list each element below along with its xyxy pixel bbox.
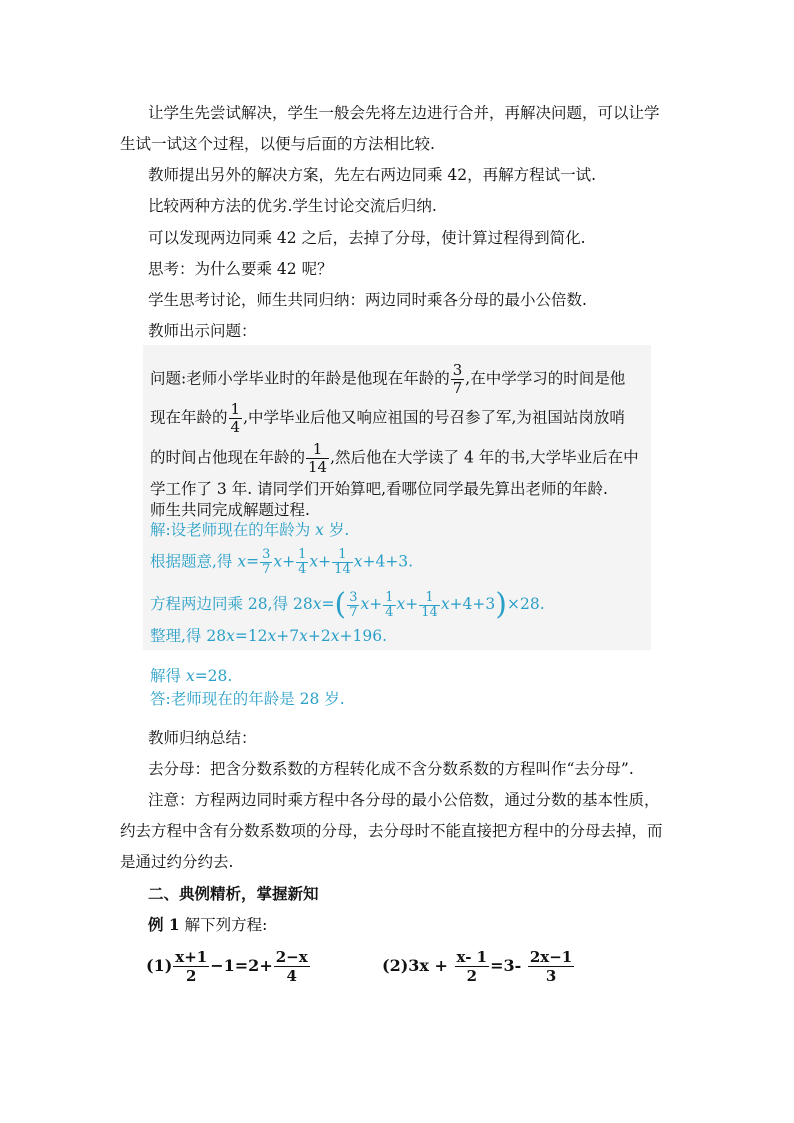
problem-line-1: 问题:老师小学毕业时的年龄是他现在年龄的 $\frac{3}{7}$ ,在中学学习的时间是他 — [150, 361, 626, 397]
paragraph-10-line-2: 约去方程中含有分数系数项的分母，去分母时不能直接把方程中的分母去掉，而 — [120, 822, 663, 840]
paragraph-4: 可以发现两边同乘 42 之后，去掉了分母，使计算过程得到简化. — [148, 229, 586, 247]
paragraph-3: 比较两种方法的优劣.学生讨论交流后归纳. — [148, 197, 437, 215]
paragraph-9: 去分母：把含分数系数的方程转化成不含分数系数的方程叫作“去分母”. — [148, 760, 634, 778]
fraction-3-7: $\frac{3}{7}$ — [452, 361, 463, 397]
example-heading: 例 1 解下列方程: — [148, 915, 268, 934]
paragraph-5: 思考：为什么要乘 42 呢？ — [148, 260, 333, 278]
problem-line-5: 师生共同完成解题过程. — [150, 501, 310, 519]
solution-step-5: 解得 x=28. — [150, 667, 233, 685]
solution-answer: 答:老师现在的年龄是 28 岁. — [150, 690, 345, 708]
paragraph-1-line-2: 生试一试这个过程，以便与后面的方法相比较. — [120, 135, 435, 153]
equation-2: (2)3x + $\frac{x- 1}{2}$ =3- $\frac{2x-1}{3}$ — [382, 948, 573, 985]
paragraph-10-line-3: 是通过约分约去. — [120, 853, 234, 871]
problem-line-4: 学工作了 3 年. 请同学们开始算吧,看哪位同学最先算出老师的年龄. — [150, 480, 608, 498]
paragraph-7: 教师出示问题： — [148, 322, 257, 340]
section-heading: 二、典例精析，掌握新知 — [148, 884, 319, 903]
paragraph-2: 教师提出另外的解决方案，先左右两边同乘 42，再解方程试一试. — [148, 166, 597, 184]
paragraph-6: 学生思考讨论，师生共同归纳：两边同时乘各分母的最小公倍数. — [148, 291, 587, 309]
paragraph-8: 教师归纳总结： — [148, 729, 257, 747]
solution-step-1: 解:设老师现在的年龄为 x 岁. — [150, 521, 350, 539]
problem-line-3: 的时间占他现在年龄的 $\frac{1}{14}$ ,然后他在大学读了 4 年的书,大学毕业后在中 — [150, 440, 639, 476]
problem-line-2: 现在年龄的 $\frac{1}{4}$ ,中学毕业后他又响应祖国的号召参了军,为祖国站岗放哨 — [150, 400, 625, 436]
fraction-1-14: $\frac{1}{14}$ — [308, 440, 328, 476]
paragraph-10-line-1: 注意：方程两边同时乘方程中各分母的最小公倍数，通过分数的基本性质， — [148, 791, 660, 809]
fraction-1-4: $\frac{1}{4}$ — [230, 400, 241, 436]
paragraph-1-line-1: 让学生先尝试解决，学生一般会先将左边进行合并，再解决问题，可以让学 — [148, 104, 660, 122]
solution-step-2: 根据题意,得 x= $\frac{3}{7}$ x+ $\frac{1}{4}$ x+ $\frac{1}{14}$ x+4+3. — [150, 547, 414, 577]
equation-1: (1) $\frac{x+1}{2}$ −1=2+ $\frac{2-x}{4}$ — [146, 948, 308, 985]
solution-step-4: 整理,得 28x=12x+7x+2x+196. — [150, 627, 388, 645]
solution-step-3: 方程两边同乘 28,得 28x=( $\frac{3}{7}$ x+ $\frac{1}{4}$ x+ $\frac{1}{14}$ x+4+3)×28. — [150, 587, 545, 622]
